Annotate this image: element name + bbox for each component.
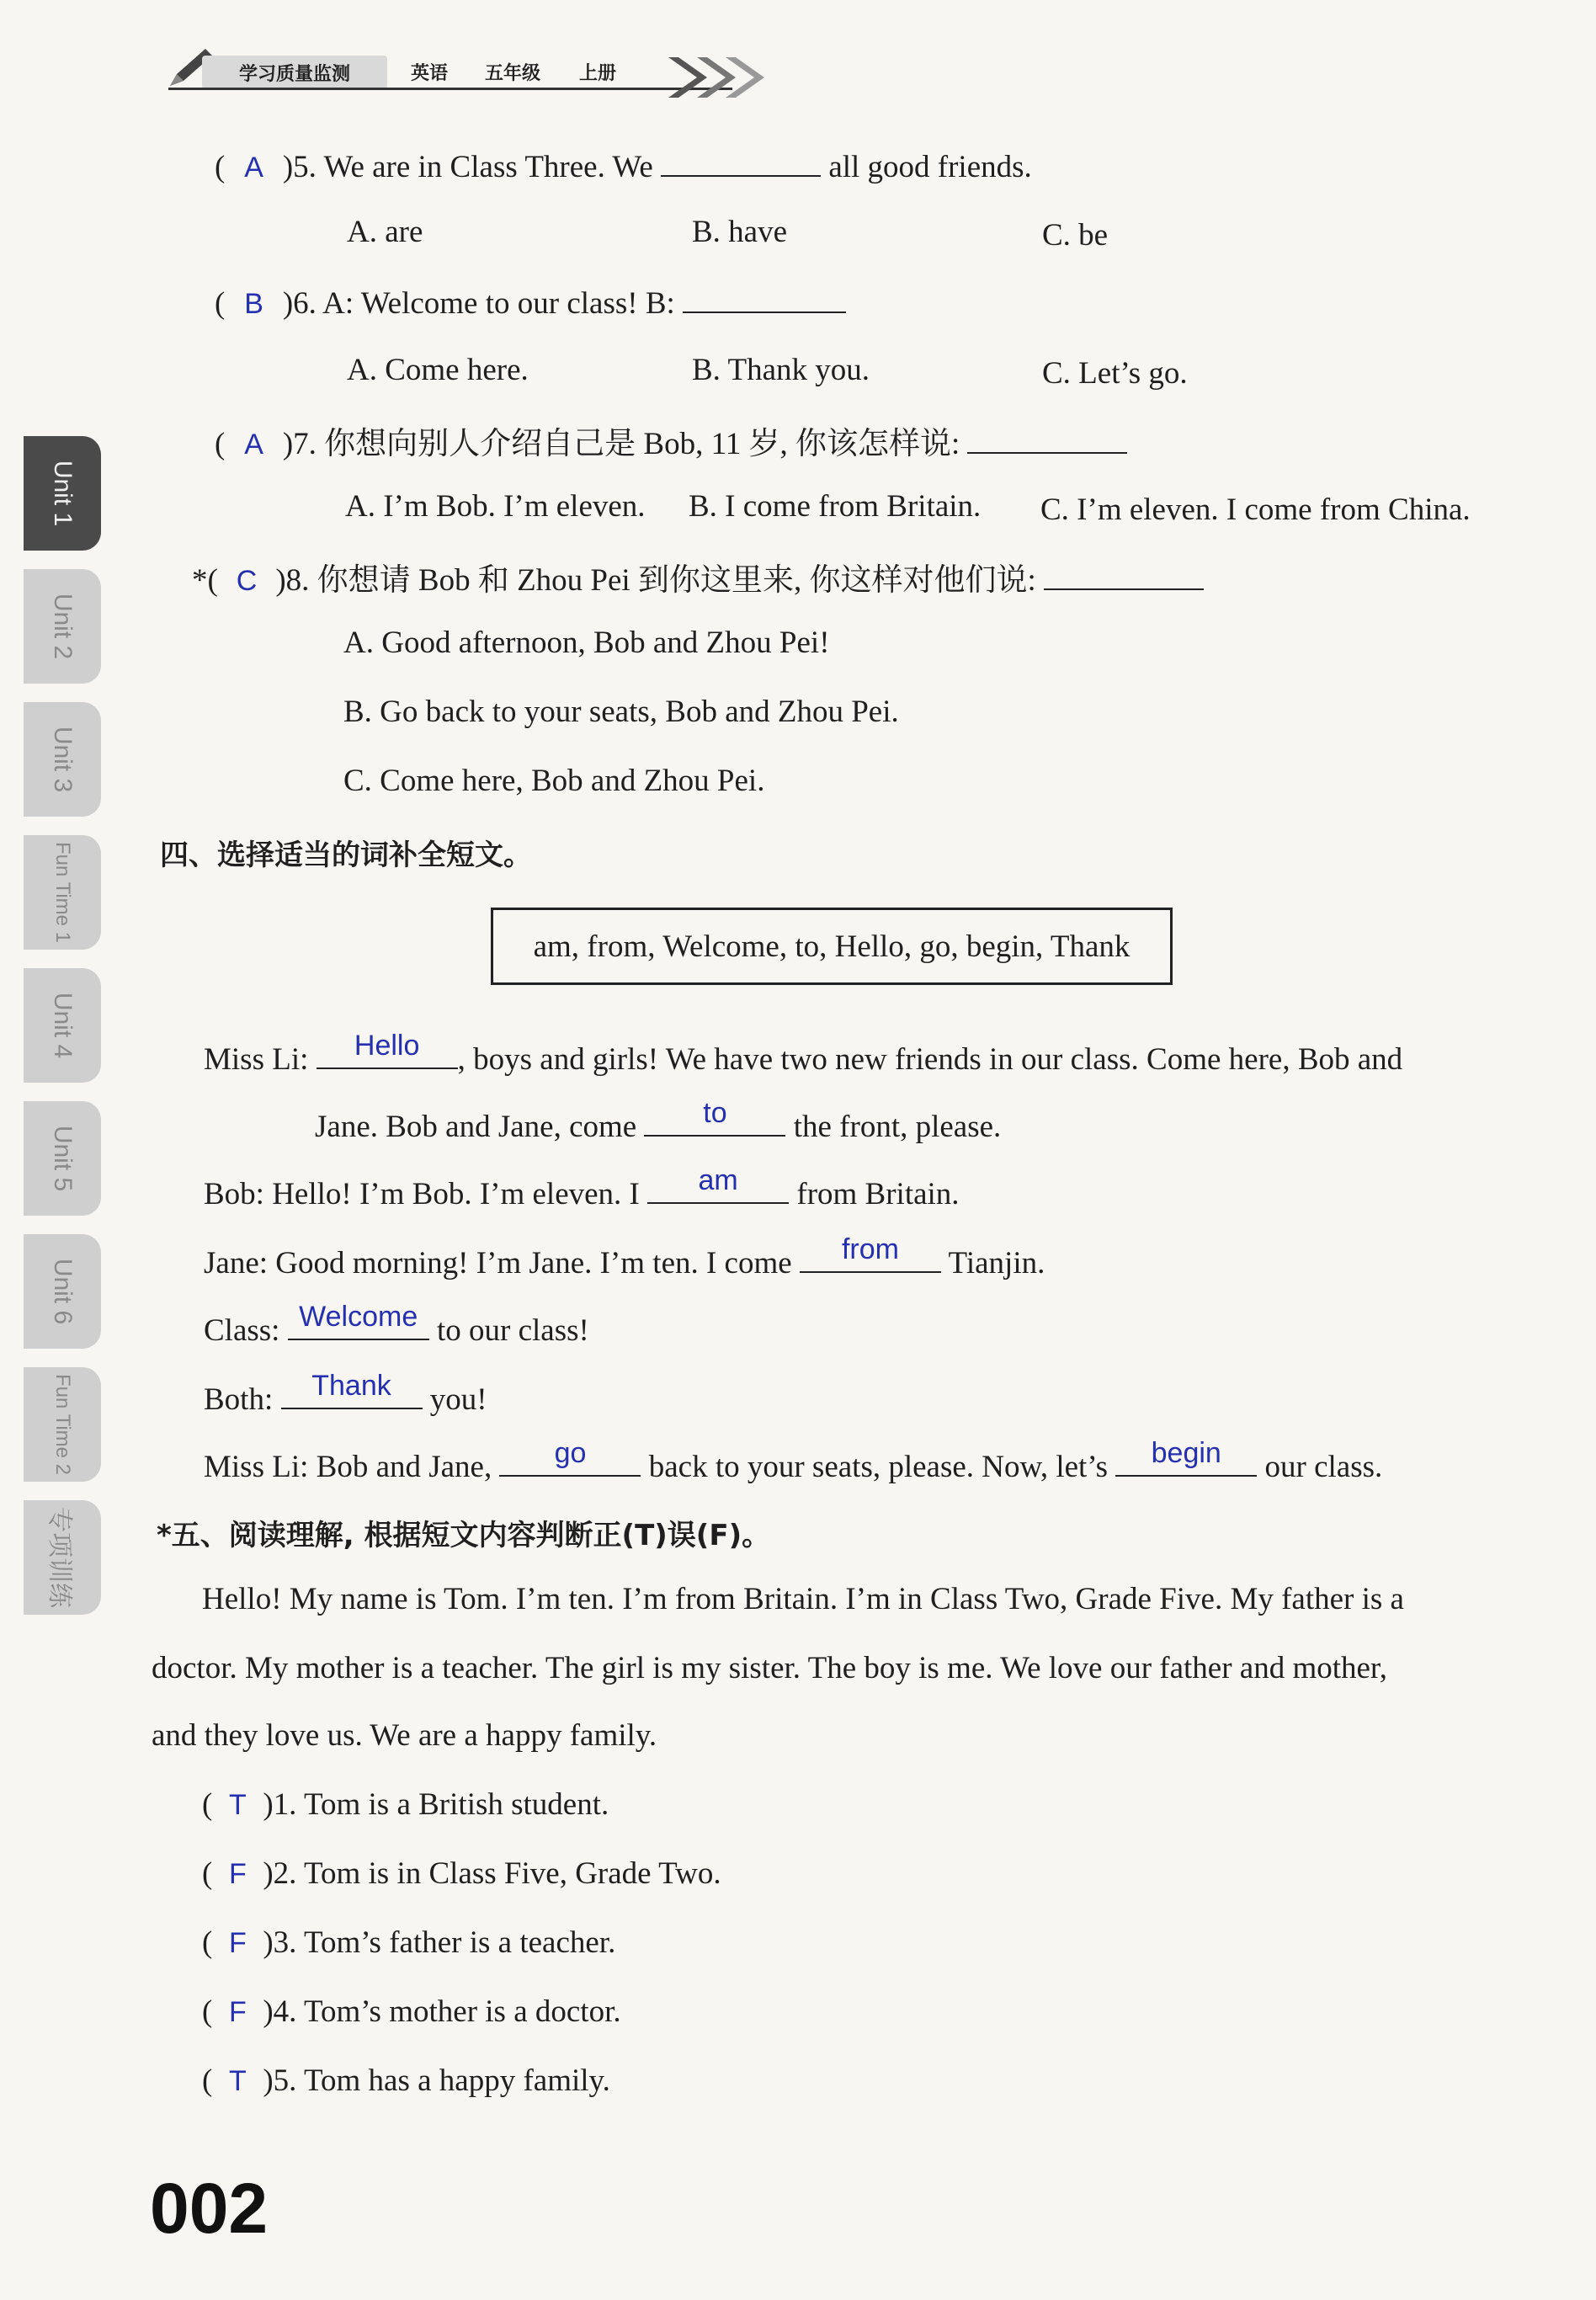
tf-item-1: ( T )1. Tom is a British student.	[202, 1787, 609, 1822]
blank-8	[1115, 1437, 1257, 1477]
q7-option-a: A. I’m Bob. I’m eleven.	[345, 489, 646, 524]
tf-item-5: ( T )5. Tom has a happy family.	[202, 2063, 610, 2098]
blank-q5	[661, 145, 821, 177]
answer-tf-4: F	[228, 1996, 247, 2028]
passage-line-5: Class: Welcome to our class!	[204, 1301, 589, 1348]
blank-q8	[1044, 558, 1204, 590]
answer-tf-5: T	[228, 2065, 247, 2097]
passage-line-1: Miss Li: Hello , boys and girls! We have two new friends in our class. Come here, Bob and	[204, 1030, 1403, 1077]
section-5-title: *五、阅读理解, 根据短文内容判断正(T)误(F)。	[157, 1519, 771, 1552]
tf-item-2: ( F )2. Tom is in Class Five, Grade Two.	[202, 1856, 721, 1891]
answer-blank-6: Thank	[311, 1370, 391, 1402]
answer-blank-3: am	[698, 1164, 738, 1196]
q7-option-c: C. I’m eleven. I come from China.	[1040, 492, 1471, 527]
reading-paragraph-line-3: and they love us. We are a happy family.	[152, 1718, 657, 1753]
tf-item-4: ( F )4. Tom’s mother is a doctor.	[202, 1994, 621, 2029]
answer-blank-5: Welcome	[299, 1301, 418, 1333]
answer-q8: C	[236, 565, 258, 597]
passage-line-3: Bob: Hello! I’m Bob. I’m eleven. I am from Britain.	[204, 1164, 960, 1211]
tab-unit-1[interactable]: Unit 1	[24, 436, 101, 551]
word-bank: am, from, Welcome, to, Hello, go, begin, Thank	[491, 908, 1173, 985]
reading-paragraph-line-2: doctor. My mother is a teacher. The girl is my sister. The boy is me. We love our father and mother,	[152, 1651, 1388, 1685]
question-8: *( C )8. 你想请 Bob 和 Zhou Pei 到你这里来, 你这样对他们说:	[192, 554, 1204, 599]
blank-7	[499, 1437, 641, 1477]
q5-option-a: A. are	[347, 215, 423, 249]
tab-unit-3[interactable]: Unit 3	[24, 702, 101, 817]
q8-option-c: C. Come here, Bob and Zhou Pei.	[343, 764, 765, 798]
volume-label: 上册	[579, 63, 617, 84]
reading-paragraph-line-1: Hello! My name is Tom. I’m ten. I’m from Britain. I’m in Class Two, Grade Five. My father is a	[202, 1582, 1404, 1616]
q6-option-c: C. Let’s go.	[1042, 356, 1188, 391]
answer-q7: A	[244, 429, 263, 461]
answer-blank-8: begin	[1151, 1437, 1221, 1469]
blank-2	[644, 1097, 785, 1137]
tab-unit-6[interactable]: Unit 6	[24, 1234, 101, 1349]
blank-4	[800, 1233, 941, 1273]
blank-3	[647, 1164, 789, 1204]
answer-blank-2: to	[703, 1097, 727, 1129]
header-rule	[168, 88, 732, 90]
passage-line-4: Jane: Good morning! I’m Jane. I’m ten. I come from Tianjin.	[204, 1233, 1045, 1280]
answer-q5: A	[244, 152, 263, 184]
chevrons-icon	[660, 51, 769, 104]
q5-option-c: C. be	[1042, 218, 1109, 253]
tab-unit-5[interactable]: Unit 5	[24, 1101, 101, 1216]
tab-special-training[interactable]: 专项训练	[24, 1500, 101, 1615]
answer-blank-7: go	[554, 1437, 587, 1469]
answer-blank-4: from	[841, 1233, 899, 1265]
answer-q6: B	[244, 288, 263, 320]
blank-q7	[967, 422, 1127, 454]
tab-unit-4[interactable]: Unit 4	[24, 968, 101, 1083]
blank-q6	[683, 281, 846, 313]
tab-unit-2[interactable]: Unit 2	[24, 569, 101, 684]
series-title: 学习质量监测	[202, 56, 387, 89]
question-6: ( B )6. A: Welcome to our class! B:	[215, 281, 846, 322]
q7-option-b: B. I come from Britain.	[689, 489, 982, 524]
q6-option-b: B. Thank you.	[692, 353, 870, 387]
blank-6	[281, 1370, 423, 1409]
passage-line-6: Both: Thank you!	[204, 1370, 487, 1417]
q8-option-b: B. Go back to your seats, Bob and Zhou Pei.	[343, 695, 899, 729]
q8-option-a: A. Good afternoon, Bob and Zhou Pei!	[343, 626, 830, 660]
answer-tf-3: F	[228, 1927, 247, 1959]
q6-option-a: A. Come here.	[347, 353, 529, 387]
answer-blank-1: Hello	[354, 1030, 420, 1062]
question-7: ( A )7. 你想向别人介绍自己是 Bob, 11 岁, 你该怎样说:	[215, 418, 1127, 463]
answer-tf-2: F	[228, 1858, 247, 1890]
tf-item-3: ( F )3. Tom’s father is a teacher.	[202, 1925, 616, 1960]
passage-line-2: Jane. Bob and Jane, come to the front, please.	[315, 1097, 1002, 1144]
passage-line-7: Miss Li: Bob and Jane, go back to your seats, please. Now, let’s begin our class.	[204, 1437, 1383, 1484]
grade-label: 五年级	[485, 63, 541, 84]
page-number: 002	[150, 2169, 269, 2248]
answer-tf-1: T	[228, 1789, 247, 1821]
section-4-title: 四、选择适当的词补全短文。	[160, 839, 532, 872]
tab-fun-time-1[interactable]: Fun Time 1	[24, 835, 101, 950]
q5-option-b: B. have	[692, 215, 788, 249]
blank-5	[288, 1301, 429, 1340]
question-5: ( A )5. We are in Class Three. We all good friends.	[215, 145, 1032, 185]
blank-1	[317, 1030, 458, 1069]
subject-label: 英语	[411, 63, 449, 84]
tab-fun-time-2[interactable]: Fun Time 2	[24, 1367, 101, 1482]
